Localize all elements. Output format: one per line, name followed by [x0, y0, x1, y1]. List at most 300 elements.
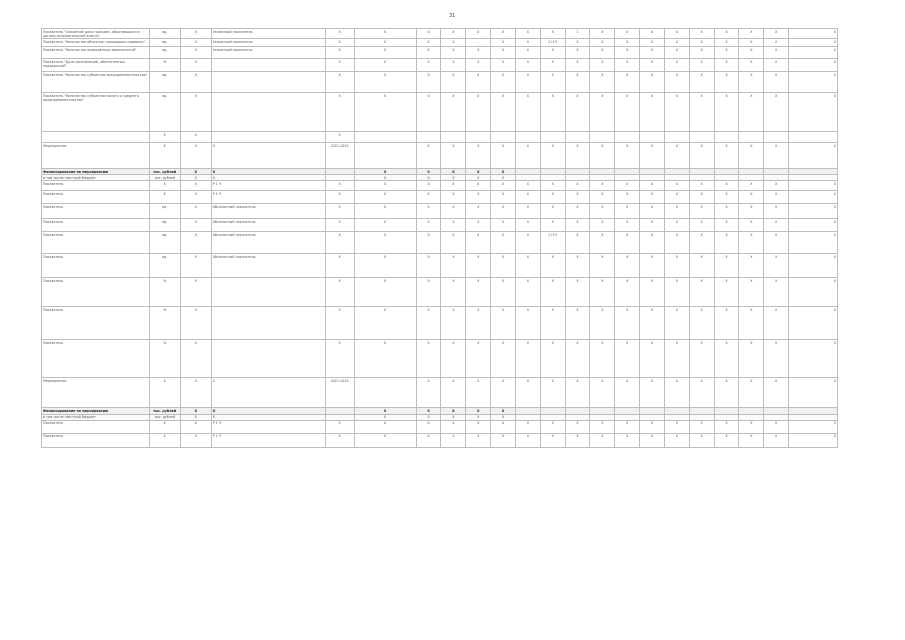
- table-cell: Х: [590, 29, 615, 39]
- table-cell: Х: [441, 47, 466, 59]
- table-cell: Х: [491, 232, 516, 254]
- table-cell: Показатель: [42, 420, 150, 433]
- table-cell: Х: [180, 143, 211, 169]
- table-cell: Х: [466, 47, 491, 59]
- table-cell: 0: [416, 204, 441, 219]
- table-cell: Показатель "Количество субъектов малого и среднего предпринимательства": [42, 93, 150, 132]
- table-cell: Х: [211, 169, 325, 175]
- table-cell: Х: [615, 433, 640, 447]
- table-cell: 0: [416, 143, 441, 169]
- table-cell: Х: [789, 181, 838, 191]
- table-cell: Х: [714, 433, 739, 447]
- table-cell: Х: [466, 59, 491, 72]
- table-cell: Х: [515, 340, 540, 378]
- table-cell: Х: [180, 169, 211, 175]
- table-cell: Х: [590, 59, 615, 72]
- table-cell: тыс. рублей: [149, 169, 180, 175]
- table-cell: Х: [325, 307, 354, 340]
- table-cell: [714, 132, 739, 143]
- table-cell: Х: [325, 232, 354, 254]
- table-cell: Х: [714, 181, 739, 191]
- table-cell: Х: [640, 181, 665, 191]
- table-cell: Х: [615, 59, 640, 72]
- table-cell: Х: [615, 143, 640, 169]
- table-cell: Х: [515, 307, 540, 340]
- table-cell: 0: [416, 39, 441, 47]
- table-cell: Х: [615, 39, 640, 47]
- table-row: [42, 72, 838, 93]
- table-cell: Х: [180, 408, 211, 414]
- table-row: [42, 93, 838, 132]
- table-cell: Х: [714, 29, 739, 39]
- table-cell: Х: [664, 72, 689, 93]
- table-cell: Х: [640, 29, 665, 39]
- table-cell: Х: [739, 340, 764, 378]
- table-cell: 0: [416, 433, 441, 447]
- table-cell: Показатель: [42, 278, 150, 307]
- table-cell: Х: [565, 72, 590, 93]
- table-cell: 0: [354, 169, 416, 175]
- table-cell: 0: [354, 408, 416, 414]
- table-cell: Х: [180, 47, 211, 59]
- table-body: [42, 29, 838, 448]
- table-cell: Х: [689, 191, 714, 204]
- table-cell: 0: [416, 59, 441, 72]
- table-cell: 0: [640, 39, 665, 47]
- table-cell: Х: [615, 204, 640, 219]
- table-cell: Х: [515, 59, 540, 72]
- table-cell: Х: [180, 278, 211, 307]
- table-cell: ед.: [149, 29, 180, 39]
- table-cell: Х: [466, 232, 491, 254]
- table-cell: Х: [180, 93, 211, 132]
- table-cell: Х: [325, 420, 354, 433]
- table-cell: Х: [764, 72, 789, 93]
- table-cell: Х: [491, 278, 516, 307]
- table-cell: %: [149, 278, 180, 307]
- table-cell: Х: [515, 93, 540, 132]
- table-cell: Х: [441, 29, 466, 39]
- table-cell: Х: [739, 420, 764, 433]
- table-row: [42, 29, 838, 39]
- table-cell: [211, 340, 325, 378]
- table-cell: 0: [416, 420, 441, 433]
- table-cell: Х: [565, 378, 590, 408]
- table-cell: Х: [714, 59, 739, 72]
- table-cell: Х: [565, 433, 590, 447]
- table-cell: тыс. рублей: [149, 408, 180, 414]
- table-cell: 0: [416, 378, 441, 408]
- table-row: [42, 278, 838, 307]
- table-cell: Х: [466, 420, 491, 433]
- table-cell: Х: [491, 47, 516, 59]
- table-cell: Х: [325, 93, 354, 132]
- table-cell: Х: [491, 93, 516, 132]
- table-cell: Х: [689, 433, 714, 447]
- table-cell: Х: [466, 72, 491, 93]
- table-cell: %: [149, 340, 180, 378]
- table-cell: Х: [540, 181, 565, 191]
- table-cell: Х: [180, 433, 211, 447]
- table-cell: Х: [491, 169, 516, 175]
- table-cell: Х: [466, 175, 491, 181]
- table-cell: Х: [640, 143, 665, 169]
- table-cell: Х: [689, 39, 714, 47]
- table-cell: 0: [416, 93, 441, 132]
- table-cell: Х: [515, 143, 540, 169]
- table-row: [42, 47, 838, 59]
- table-cell: Х: [789, 72, 838, 93]
- table-cell: Х: [714, 143, 739, 169]
- table-cell: Х: [211, 175, 325, 181]
- table-cell: Х: [640, 47, 665, 59]
- table-cell: Х: [325, 39, 354, 47]
- table-cell: Х: [565, 39, 590, 47]
- table-cell: [491, 132, 516, 143]
- table-cell: Показатель: [42, 254, 150, 278]
- table-cell: Х: [466, 93, 491, 132]
- table-cell: Х: [764, 232, 789, 254]
- table-cell: Х: [714, 378, 739, 408]
- table-cell: Показатель: [42, 340, 150, 378]
- table-cell: Х: [789, 219, 838, 232]
- table-cell: Х: [664, 47, 689, 59]
- table-cell: 0: [354, 420, 416, 433]
- table-cell: Х: [441, 181, 466, 191]
- table-cell: Х: [689, 420, 714, 433]
- table-cell: Х: [211, 378, 325, 408]
- table-cell: Х: [590, 93, 615, 132]
- table-row: [42, 433, 838, 447]
- table-cell: [590, 132, 615, 143]
- table-cell: Х: [491, 307, 516, 340]
- table-row: [42, 59, 838, 72]
- table-cell: Х: [764, 181, 789, 191]
- table-cell: Х: [325, 47, 354, 59]
- table-cell: Х: [739, 39, 764, 47]
- table-cell: Х: [789, 29, 838, 39]
- table-cell: Х: [764, 29, 789, 39]
- table-cell: Х: [466, 29, 491, 39]
- table-cell: %: [149, 307, 180, 340]
- table-cell: Х: [789, 47, 838, 59]
- table-cell: Х: [491, 181, 516, 191]
- table-cell: Показатель: [42, 191, 150, 204]
- table-cell: Х: [615, 420, 640, 433]
- table-cell: 0: [416, 254, 441, 278]
- table-cell: Х: [689, 307, 714, 340]
- table-cell: Х: [441, 278, 466, 307]
- table-cell: [764, 132, 789, 143]
- table-cell: Х: [789, 340, 838, 378]
- table-cell: 0: [354, 340, 416, 378]
- table-cell: Х: [615, 219, 640, 232]
- table-cell: 0: [416, 278, 441, 307]
- table-cell: Х: [441, 175, 466, 181]
- table-cell: Х: [466, 169, 491, 175]
- table-cell: [615, 132, 640, 143]
- table-cell: Х: [515, 232, 540, 254]
- table-cell: Х: [615, 307, 640, 340]
- table-cell: 0: [354, 232, 416, 254]
- table-cell: [739, 132, 764, 143]
- table-cell: Р 1 Ч: [211, 420, 325, 433]
- table-cell: Указанный показатель: [211, 47, 325, 59]
- table-cell: Х: [441, 414, 466, 420]
- table-cell: ед.: [149, 254, 180, 278]
- table-cell: 2021-2025: [325, 143, 354, 169]
- table-cell: Х: [664, 191, 689, 204]
- table-cell: Х: [466, 340, 491, 378]
- table-cell: Х: [180, 307, 211, 340]
- table-cell: Х: [789, 191, 838, 204]
- table-cell: Х: [149, 420, 180, 433]
- table-cell: Х: [739, 143, 764, 169]
- table-cell: Х: [714, 307, 739, 340]
- table-cell: 0: [416, 232, 441, 254]
- table-cell: Х: [664, 59, 689, 72]
- table-cell: Мероприятие: [42, 378, 150, 408]
- table-cell: Х: [764, 93, 789, 132]
- table-cell: 0: [416, 307, 441, 340]
- table-cell: Показатель "Количество проведённых мероприятий": [42, 47, 150, 59]
- table-cell: [565, 132, 590, 143]
- table-cell: Х: [491, 378, 516, 408]
- table-row: [42, 307, 838, 340]
- table-cell: 0: [416, 191, 441, 204]
- table-cell: 1 (1*): [540, 232, 565, 254]
- table-cell: Х: [565, 232, 590, 254]
- table-cell: Х: [491, 414, 516, 420]
- table-cell: Х: [565, 93, 590, 132]
- table-cell: Х: [664, 420, 689, 433]
- table-cell: Х: [764, 378, 789, 408]
- table-cell: Х: [590, 307, 615, 340]
- table-cell: Х: [149, 191, 180, 204]
- table-cell: Абсолютный показатель: [211, 204, 325, 219]
- table-cell: Х: [714, 191, 739, 204]
- table-cell: [515, 132, 540, 143]
- table-cell: Х: [491, 59, 516, 72]
- table-cell: Х: [764, 204, 789, 219]
- table-cell: Х: [714, 47, 739, 59]
- table-cell: Показатель "Снижение доли граждан, обратившихся в органы исполнительной власти": [42, 29, 150, 39]
- table-cell: Х: [590, 72, 615, 93]
- table-cell: Х: [565, 340, 590, 378]
- table-cell: Показатель: [42, 204, 150, 219]
- table-cell: Х: [714, 232, 739, 254]
- table-cell: Показатель: [42, 181, 150, 191]
- table-cell: Х: [441, 72, 466, 93]
- table-cell: ед.: [149, 47, 180, 59]
- table-cell: [416, 132, 441, 143]
- table-cell: Х: [180, 378, 211, 408]
- table-cell: Х: [466, 143, 491, 169]
- table-cell: Х: [615, 378, 640, 408]
- table-cell: [211, 278, 325, 307]
- table-cell: Х: [664, 93, 689, 132]
- table-cell: Х: [590, 433, 615, 447]
- table-cell: Х: [764, 420, 789, 433]
- table-cell: Х: [565, 219, 590, 232]
- table-cell: Х: [640, 219, 665, 232]
- table-cell: Х: [764, 307, 789, 340]
- table-cell: Х: [540, 219, 565, 232]
- table-row: [42, 191, 838, 204]
- table-cell: Х: [515, 181, 540, 191]
- table-cell: Х: [354, 47, 416, 59]
- table-cell: Х: [540, 254, 565, 278]
- table-cell: Указанный показатель: [211, 29, 325, 39]
- table-cell: Х: [714, 340, 739, 378]
- table-cell: Показатель: [42, 433, 150, 447]
- table-cell: Х: [664, 204, 689, 219]
- table-cell: Х: [764, 59, 789, 72]
- table-cell: Х: [540, 278, 565, 307]
- table-cell: Х: [441, 378, 466, 408]
- table-cell: Х: [714, 72, 739, 93]
- table-cell: Х: [640, 433, 665, 447]
- table-cell: Х: [664, 378, 689, 408]
- table-cell: Х: [590, 47, 615, 59]
- table-cell: Х: [540, 378, 565, 408]
- table-cell: 2021-2025: [325, 378, 354, 408]
- table-cell: Х: [640, 420, 665, 433]
- table-cell: Х: [714, 420, 739, 433]
- table-cell: Х: [515, 433, 540, 447]
- table-cell: Х: [515, 72, 540, 93]
- table-cell: Х: [664, 278, 689, 307]
- table-cell: ед.: [149, 204, 180, 219]
- table-cell: Х: [764, 191, 789, 204]
- table-cell: Х: [540, 29, 565, 39]
- table-row: [42, 254, 838, 278]
- table-cell: Х: [491, 191, 516, 204]
- table-cell: 0: [354, 433, 416, 447]
- table-cell: Х: [565, 420, 590, 433]
- table-cell: Х: [689, 254, 714, 278]
- table-cell: [42, 132, 150, 143]
- table-cell: Х: [615, 191, 640, 204]
- table-cell: Х: [441, 433, 466, 447]
- table-cell: [441, 132, 466, 143]
- table-cell: Х: [515, 39, 540, 47]
- table-cell: Х: [466, 433, 491, 447]
- table-cell: Х: [515, 254, 540, 278]
- table-cell: Х: [590, 204, 615, 219]
- table-cell: Х: [441, 408, 466, 414]
- table-cell: Х: [491, 204, 516, 219]
- table-cell: Х: [689, 204, 714, 219]
- table-cell: Х: [714, 254, 739, 278]
- table-cell: Х: [211, 414, 325, 420]
- table-cell: Х: [689, 47, 714, 59]
- table-cell: Р 1 Ч: [211, 191, 325, 204]
- table-cell: Х: [640, 232, 665, 254]
- table-cell: [664, 132, 689, 143]
- table-cell: Х: [714, 39, 739, 47]
- table-cell: Х: [180, 420, 211, 433]
- table-cell: Х: [515, 47, 540, 59]
- table-cell: [689, 132, 714, 143]
- table-cell: Х: [540, 433, 565, 447]
- table-cell: Финансирование по мероприятию: [42, 169, 150, 175]
- table-cell: Х: [466, 408, 491, 414]
- table-cell: Х: [565, 143, 590, 169]
- table-cell: Х: [540, 307, 565, 340]
- table-cell: 0: [354, 175, 416, 181]
- table-cell: Х: [615, 93, 640, 132]
- table-cell: Х: [491, 219, 516, 232]
- table-cell: Х: [466, 307, 491, 340]
- table-cell: 0: [416, 175, 441, 181]
- table-cell: 0: [416, 181, 441, 191]
- table-cell: Х: [590, 219, 615, 232]
- table-cell: 0: [491, 39, 516, 47]
- table-cell: Х: [441, 143, 466, 169]
- data-table: [41, 28, 838, 448]
- table-cell: Х: [491, 143, 516, 169]
- table-cell: Х: [689, 378, 714, 408]
- table-cell: Х: [664, 307, 689, 340]
- table-cell: Х: [211, 408, 325, 414]
- table-cell: 0: [354, 39, 416, 47]
- table-cell: Х: [515, 29, 540, 39]
- table-cell: Х: [789, 420, 838, 433]
- table-cell: Х: [590, 278, 615, 307]
- table-cell: Х: [640, 278, 665, 307]
- table-cell: Х: [640, 93, 665, 132]
- table-cell: Х: [325, 340, 354, 378]
- table-row: [42, 232, 838, 254]
- table-cell: Х: [325, 219, 354, 232]
- table-cell: ед.: [149, 93, 180, 132]
- table-cell: Х: [540, 340, 565, 378]
- table-cell: Х: [491, 175, 516, 181]
- table-cell: Х: [325, 278, 354, 307]
- table-cell: Х: [180, 72, 211, 93]
- table-cell: Х: [764, 47, 789, 59]
- table-cell: Х: [689, 232, 714, 254]
- table-cell: Х: [789, 204, 838, 219]
- table-row: [42, 39, 838, 47]
- table-cell: Х: [325, 254, 354, 278]
- table-cell: Х: [466, 278, 491, 307]
- table-cell: Х: [689, 340, 714, 378]
- table-cell: Х: [441, 93, 466, 132]
- table-cell: Х: [565, 59, 590, 72]
- table-cell: Х: [180, 175, 211, 181]
- table-cell: 0: [354, 278, 416, 307]
- table-cell: тыс. рублей: [149, 175, 180, 181]
- table-cell: Х: [515, 204, 540, 219]
- table-cell: [640, 132, 665, 143]
- table-cell: Х: [739, 378, 764, 408]
- table-cell: Х: [689, 143, 714, 169]
- table-cell: Х: [325, 191, 354, 204]
- table-cell: Х: [764, 433, 789, 447]
- table-cell: Х: [789, 378, 838, 408]
- table-cell: Х: [640, 72, 665, 93]
- table-cell: Х: [739, 433, 764, 447]
- table-cell: Х: [739, 204, 764, 219]
- table-cell: Х: [789, 278, 838, 307]
- table-cell: Х: [441, 219, 466, 232]
- table-cell: Х: [764, 39, 789, 47]
- table-cell: Х: [441, 59, 466, 72]
- table-cell: Х: [540, 72, 565, 93]
- table-cell: Х: [689, 59, 714, 72]
